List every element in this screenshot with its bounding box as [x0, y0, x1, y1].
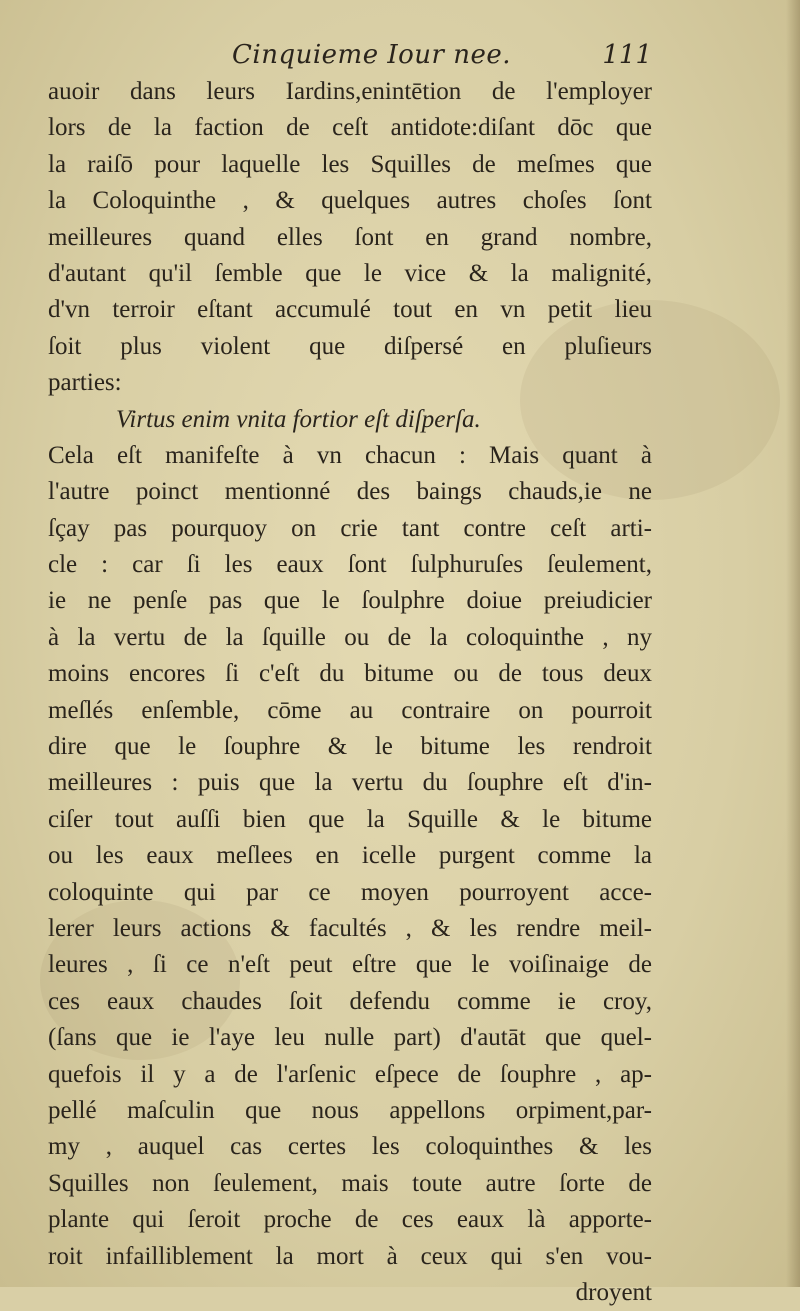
- text-line: moins encores ſi c'eſt du bitume ou de tous deux: [48, 660, 652, 688]
- body-text: [48, 74, 652, 1311]
- text-line: ciſer tout auſſi bien que la Squille & le bitume: [48, 805, 652, 833]
- text-line: ſoit plus violent que diſpersé en pluſieurs: [48, 332, 652, 360]
- text-line: quefois il y a de l'arſenic eſpece de ſouphre , ap-: [48, 1060, 652, 1088]
- text-line: Squilles non ſeulement, mais toute autre ſorte de: [48, 1169, 652, 1197]
- text-line: d'vn terroir eſtant accumulé tout en vn petit lieu: [48, 296, 652, 324]
- page-number: 111: [602, 40, 652, 70]
- text-line: auoir dans leurs Iardins,enintētion de l'employer: [48, 78, 652, 105]
- text-line: la Coloquinthe , & quelques autres choſes ſont: [48, 187, 652, 215]
- text-line: my , auquel cas certes les coloquinthes & les: [48, 1133, 652, 1161]
- text-line: l'autre poinct mentionné des baings chauds,ie ne: [48, 478, 652, 506]
- text-line: pellé maſculin que nous appellons orpiment,par-: [48, 1096, 652, 1124]
- text-line: à la vertu de la ſquille ou de la coloquinthe , ny: [48, 623, 652, 651]
- catchword: droyent: [575, 1278, 652, 1306]
- text-line: roit infailliblement la mort à ceux qui s'en vou-: [48, 1242, 652, 1270]
- text-line: lors de la faction de ceſt antidote:diſant dōc que: [48, 114, 652, 142]
- text-line: Cela eſt manifeſte à vn chacun : Mais quant à: [48, 441, 652, 469]
- running-title: Cinquieme Iour nee.: [232, 40, 511, 70]
- text-line: ſçay pas pourquoy on crie tant contre ceſt arti-: [48, 514, 652, 542]
- text-line: coloquinte qui par ce moyen pourroyent acce-: [48, 878, 652, 906]
- text-line: d'autant qu'il ſemble que le vice & la malignité,: [48, 259, 652, 287]
- text-line: ces eaux chaudes ſoit defendu comme ie croy,: [48, 987, 652, 1015]
- text-line: meſlés enſemble, cōme au contraire on pourroit: [48, 696, 652, 724]
- text-line: (ſans que ie l'aye leu nulle part) d'autāt que quel-: [48, 1024, 652, 1052]
- text-line: la raiſō pour laquelle les Squilles de meſmes que: [48, 150, 652, 178]
- text-line: meilleures quand elles ſont en grand nombre,: [48, 223, 652, 251]
- text-line: cle : car ſi les eaux ſont ſulphuruſes ſeulement,: [48, 551, 652, 579]
- text-line: meilleures : puis que la vertu du ſouphre eſt d'in-: [48, 769, 652, 797]
- text-line: plante qui ſeroit proche de ces eaux là apporte-: [48, 1206, 652, 1234]
- text-line: ie ne penſe pas que le ſoulphre doiue preiudicier: [48, 587, 652, 615]
- text-line: dire que le ſouphre & le bitume les rendroit: [48, 733, 652, 761]
- text-line: lerer leurs actions & facultés , & les rendre meil-: [48, 914, 652, 942]
- page-edge-shadow: [786, 0, 800, 1287]
- text-line: leures , ſi ce n'eſt peut eſtre que le voiſinaige de: [48, 951, 652, 979]
- text-line: parties:: [48, 369, 122, 397]
- latin-quotation: Virtus enim vnita fortior eſt diſperſa.: [116, 405, 481, 433]
- text-line: ou les eaux meſlees en icelle purgent comme la: [48, 842, 652, 870]
